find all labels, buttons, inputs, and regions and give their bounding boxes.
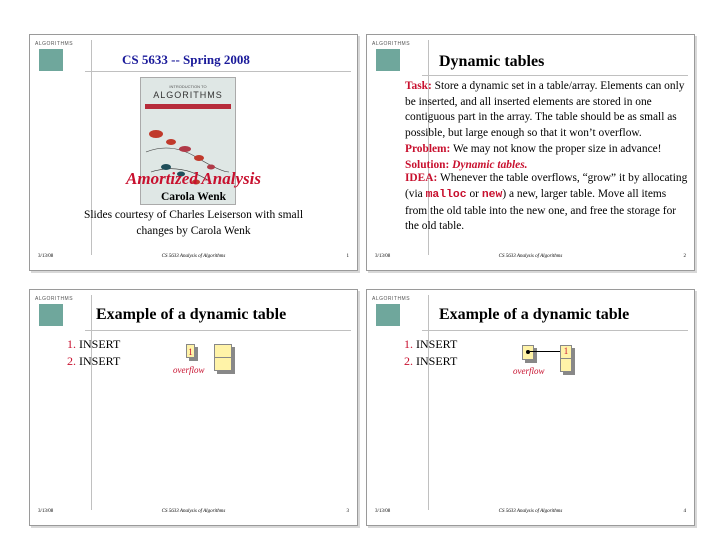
footer-course: CS 5633 Analysis of Algorithms <box>161 254 226 259</box>
book-cover-thumbnail-icon <box>376 49 400 71</box>
book-cover-thumbnail-icon <box>376 304 400 326</box>
slide-footer <box>375 254 686 264</box>
slide-number: 4 <box>683 509 686 514</box>
insert-list <box>404 336 457 370</box>
malloc-keyword: malloc <box>425 188 467 201</box>
slide-1 <box>29 34 358 271</box>
problem-label: Problem: <box>405 142 451 155</box>
problem-paragraph <box>405 142 691 158</box>
slide-4 <box>366 289 695 526</box>
slide-title: Dynamic tables <box>439 53 545 70</box>
divider <box>428 295 429 510</box>
algorithms-logo: ALGORITHMS <box>35 296 87 326</box>
book-cover-thumbnail-icon <box>39 304 63 326</box>
pointer-line <box>530 351 561 352</box>
new-table-divider <box>560 358 572 359</box>
divider <box>422 75 688 76</box>
footer-date: 3/13/08 <box>375 509 391 514</box>
divider <box>422 330 688 331</box>
new-keyword: new <box>481 188 503 201</box>
idea-text-2: ) a new, larger table. Move all items from the old table into the new one, and free the storage for the old table. <box>405 187 677 233</box>
task-text: Store a dynamic set in a table/array. Elements can only be inserted, and all inserted elements are stored in one contiguous part in the array. The table should be as small as possible, but large enough so that it won’t overflow. <box>405 80 685 140</box>
or-word: or <box>469 187 479 200</box>
footer-course: CS 5633 Analysis of Algorithms <box>498 509 563 514</box>
footer-course: CS 5633 Analysis of Algorithms <box>161 509 226 514</box>
divider <box>85 330 351 331</box>
algorithms-logo: ALGORITHMS <box>372 296 424 326</box>
new-table-divider <box>214 357 232 358</box>
task-label: Task: <box>405 80 432 92</box>
list-item: 2. INSERT <box>404 354 458 368</box>
table-cell-value: 1 <box>563 346 569 356</box>
idea-text-1: Whenever the table overflows, “grow” it by allocating (via <box>405 172 688 200</box>
overflow-label: overflow <box>173 365 205 375</box>
book-cover-thumbnail-icon <box>39 49 63 71</box>
slide-footer <box>38 509 349 519</box>
credit-line-1: Slides courtesy of Charles Leiserson with small <box>83 209 304 221</box>
slide-footer <box>38 254 349 264</box>
footer-date: 3/13/08 <box>375 254 391 259</box>
divider <box>91 295 92 510</box>
problem-text: We may not know the proper size in advance! <box>453 142 662 155</box>
algorithms-logo: ALGORITHMS <box>372 41 424 71</box>
task-paragraph <box>405 79 691 142</box>
idea-label: IDEA: <box>405 172 438 185</box>
slide-title: Example of a dynamic table <box>96 306 287 323</box>
slide-number: 2 <box>683 254 686 259</box>
slide-2 <box>366 34 695 271</box>
divider <box>91 40 92 255</box>
list-item: 1. INSERT <box>404 337 458 351</box>
slide-footer <box>375 509 686 519</box>
cover-title: ALGORITHMS <box>153 90 223 100</box>
slide-title: Example of a dynamic table <box>439 306 630 323</box>
slide-3 <box>29 289 358 526</box>
list-item: 2. INSERT <box>67 354 121 368</box>
insert-list <box>67 336 120 370</box>
cover-band <box>145 104 231 109</box>
footer-course: CS 5633 Analysis of Algorithms <box>498 254 563 259</box>
slide-body <box>405 79 691 235</box>
slide-number: 3 <box>346 509 349 514</box>
solution-label: Solution: <box>405 158 450 171</box>
footer-date: 3/13/08 <box>38 509 54 514</box>
divider <box>85 71 351 72</box>
table-cell: 1 <box>186 344 195 358</box>
cover-top-text: INTRODUCTION TO <box>169 84 207 89</box>
footer-date: 3/13/08 <box>38 254 54 259</box>
slide-title: CS 5633 -- Spring 2008 <box>122 52 250 67</box>
list-item: 1. INSERT <box>67 337 121 351</box>
idea-paragraph <box>405 171 691 235</box>
overflow-label: overflow <box>513 366 545 376</box>
slide-heading: Amortized Analysis <box>126 169 261 188</box>
slide-number: 1 <box>346 254 349 259</box>
credit-line-2: changes by Carola Wenk <box>136 225 251 237</box>
algorithms-logo: ALGORITHMS <box>35 41 87 71</box>
solution-text: Dynamic tables. <box>452 158 528 171</box>
author: Carola Wenk <box>160 191 227 203</box>
